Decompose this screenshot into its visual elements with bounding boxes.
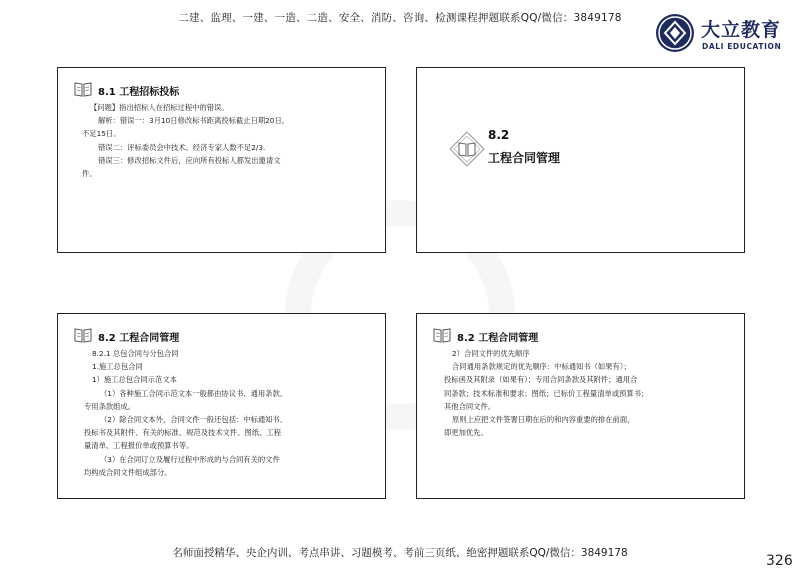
text-line: 合同通用条款规定的优先顺序：中标通知书（如果有）；: [452, 362, 631, 372]
text-line: 量清单、工程报价单或预算书等。: [84, 441, 194, 451]
text-line: 同条款；技术标准和要求；图纸；已标价工程量清单或预算书；: [444, 388, 649, 398]
bottom-banner: 名师面授精华、央企内训、考点串讲、习题模考、考前三页纸、绝密押题联系QQ/微信：3849178: [172, 547, 628, 559]
text-line: （2）除合同文本外，合同文件一般还包括：中标通知书、: [100, 415, 288, 425]
text-line: 1.施工总包合同: [92, 362, 143, 372]
text-line: 其他合同文件。: [444, 401, 496, 411]
section-number: 8.2: [488, 128, 510, 142]
text-line: 均构成合同文件组成部分。: [84, 467, 172, 477]
top-banner: 二建、监理、一建、一造、二造、安全、消防、咨询、检测课程押题联系QQ/微信：3849178: [178, 12, 622, 24]
logo-english-name: DALI EDUCATION: [702, 42, 782, 51]
slide-title: 8.1 工程招标投标: [98, 87, 180, 98]
logo-emblem-icon: [656, 14, 694, 52]
book-diamond-icon: [448, 130, 486, 168]
text-line: 即更加优先。: [444, 428, 488, 438]
slide-2: [416, 67, 745, 253]
section-title: 工程合同管理: [488, 151, 561, 165]
slide-4: [416, 313, 745, 499]
text-line: 件。: [82, 169, 97, 179]
text-line: 投标书及其附件、有关的标准、规范及技术文件、图纸、工程: [84, 428, 282, 438]
text-line: 解析：错误一：3月10日修改标书距离投标截止日期20日，: [98, 116, 290, 126]
slide-body: [444, 347, 739, 439]
slide-body: [82, 101, 372, 180]
text-line: 错误二：评标委员会中技术、经济专家人数不足2/3.: [98, 142, 266, 152]
text-line: 2）合同文件的优先顺序: [452, 349, 530, 358]
text-line: 专用条款组成。: [84, 401, 136, 411]
text-line: 原则上应把文件签署日期在后的和内容重要的排在前面，: [452, 415, 635, 425]
text-line: 8.2.1 总包合同与分包合同: [92, 349, 179, 358]
text-line: 【问题】指出招标人在招标过程中的错误。: [90, 103, 229, 112]
logo-chinese-name: 大立教育: [701, 19, 782, 41]
text-line: （1）各种施工合同示范文本一般都由协议书、通用条款、: [100, 388, 288, 398]
slide-body: [84, 347, 379, 479]
brand-logo: [656, 14, 786, 56]
page-number: 326: [766, 553, 793, 569]
book-icon: [74, 81, 92, 97]
text-line: （3）在合同订立及履行过程中形成的与合同有关的文件: [100, 454, 280, 464]
book-icon: [74, 327, 92, 343]
text-line: 错误三：修改招标文件后，应向所有投标人都发出邀请文: [98, 155, 281, 165]
text-line: 不足15日。: [82, 129, 121, 139]
slide-3: [57, 313, 386, 499]
slide-title: 8.2 工程合同管理: [98, 333, 180, 344]
slide-1: [57, 67, 386, 253]
text-line: 1）施工总包合同示范文本: [92, 375, 177, 385]
book-icon: [433, 327, 451, 343]
slide-title: 8.2 工程合同管理: [457, 333, 539, 344]
text-line: 投标函及其附录（如果有）；专用合同条款及其附件；通用合: [444, 375, 638, 385]
